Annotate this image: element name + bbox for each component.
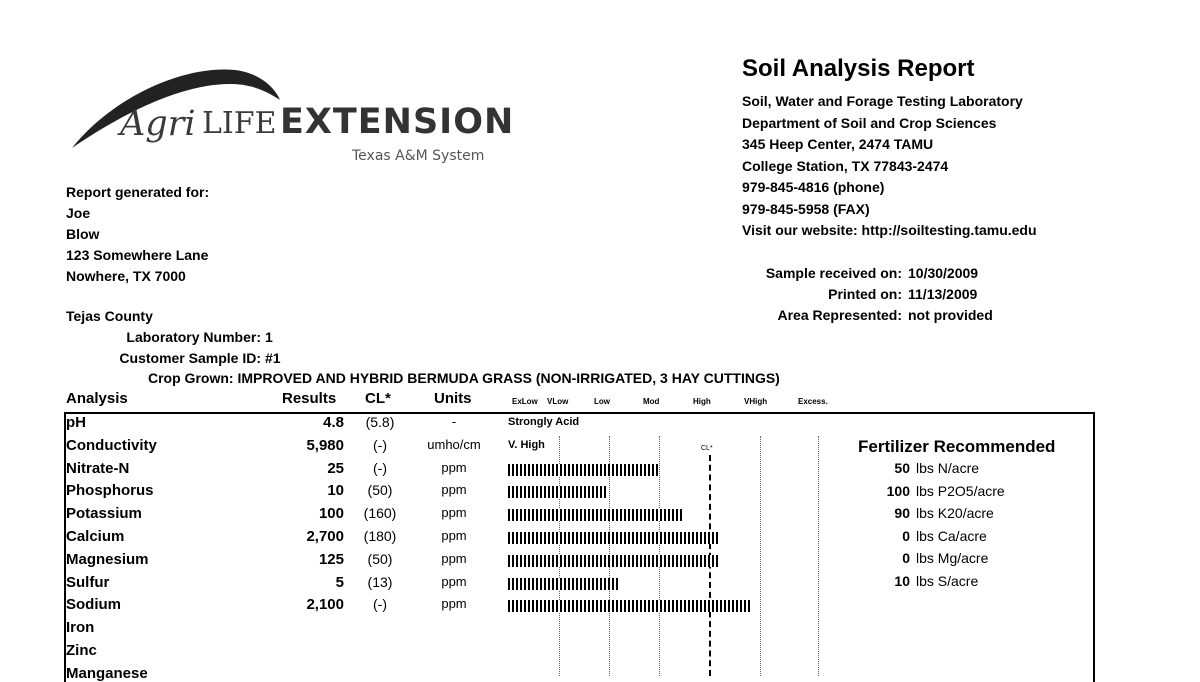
row-cl: (50)	[367, 550, 393, 567]
header-cl: CL*	[365, 390, 391, 407]
row-analysis-name: Potassium	[66, 505, 142, 523]
header-units: Units	[434, 390, 472, 407]
row-unit: ppm	[441, 505, 467, 521]
fertilizer-amount: 0	[902, 527, 910, 544]
row-cl: (5.8)	[365, 414, 395, 430]
row-analysis-name: Conductivity	[66, 436, 157, 454]
row-result: 100	[318, 505, 344, 523]
row-result: 2,700	[306, 528, 344, 545]
fertilizer-item	[850, 528, 987, 544]
row-cl: (-)	[373, 436, 387, 453]
logo-agri: Agri	[120, 104, 196, 144]
row-unit: umho/cm	[427, 436, 481, 452]
fertilizer-item	[850, 573, 978, 589]
printed-date: 11/13/2009	[908, 286, 978, 302]
received-date: 10/30/2009	[908, 265, 979, 281]
row-analysis-name: Sodium	[66, 596, 121, 614]
lab-line: 979-845-4816 (phone)	[742, 179, 885, 195]
scale-label: ExLow	[512, 397, 538, 406]
agrilife-logo	[70, 60, 530, 170]
lab-line: Soil, Water and Forage Testing Laboratory	[742, 93, 1023, 109]
row-analysis-name: Zinc	[66, 642, 97, 659]
crop-grown	[148, 370, 780, 386]
sample-id-label: Customer Sample ID:	[119, 350, 261, 366]
logo-system: Texas A&M System	[352, 148, 485, 164]
scale-label: Mod	[643, 397, 660, 406]
row-result: 4.8	[323, 414, 344, 431]
row-analysis-name: Magnesium	[66, 550, 149, 568]
grid-line	[818, 436, 819, 676]
grid-line	[760, 436, 761, 676]
row-level-bar	[508, 578, 620, 590]
fertilizer-unit: lbs Ca/acre	[916, 527, 987, 544]
scale-label: VHigh	[744, 397, 768, 406]
lab-number-label: Laboratory Number:	[126, 329, 261, 345]
fertilizer-amount: 90	[894, 505, 910, 522]
row-result: 2,100	[306, 596, 344, 614]
row-cl: (13)	[367, 573, 393, 590]
header-results: Results	[282, 390, 337, 407]
row-cl: (50)	[367, 482, 393, 499]
customer-line: 123 Somewhere Lane	[66, 247, 209, 263]
row-result: 125	[318, 550, 344, 568]
row-unit: -	[451, 414, 457, 429]
row-rating-text: Strongly Acid	[508, 416, 580, 428]
customer-heading: Report generated for:	[66, 184, 210, 200]
fertilizer-unit: lbs N/acre	[916, 460, 980, 476]
row-unit: ppm	[441, 459, 467, 475]
row-analysis-name: Iron	[66, 619, 95, 637]
row-cl: (-)	[373, 596, 387, 613]
dates-block	[742, 263, 993, 326]
row-cl: (-)	[373, 459, 387, 476]
row-level-bar	[508, 464, 659, 476]
row-analysis-name: Nitrate-N	[66, 459, 130, 477]
row-cl: (180)	[363, 528, 397, 544]
area-value: not provided	[908, 307, 993, 323]
header-analysis: Analysis	[66, 390, 128, 407]
row-result: 5,980	[306, 436, 344, 454]
row-level-bar	[508, 486, 608, 498]
fertilizer-amount: 10	[894, 573, 910, 589]
row-unit: ppm	[441, 550, 467, 566]
customer-line: Blow	[66, 226, 100, 242]
fertilizer-unit: lbs S/acre	[916, 573, 979, 589]
row-unit: ppm	[441, 596, 467, 612]
row-analysis-name: Manganese	[66, 664, 148, 682]
county: Tejas County	[66, 308, 153, 324]
scale-label: High	[693, 397, 711, 406]
row-result: 5	[335, 573, 344, 591]
lab-line: College Station, TX 77843-2474	[742, 157, 949, 174]
lab-address	[742, 91, 1037, 242]
row-level-bar	[508, 509, 684, 521]
row-cl: (160)	[363, 505, 397, 522]
received-label: Sample received on:	[765, 265, 902, 281]
row-level-bar	[508, 532, 718, 544]
row-unit: ppm	[441, 573, 467, 589]
sample-id: #1	[265, 350, 281, 366]
lab-line: 979-845-5958 (FAX)	[742, 200, 870, 217]
row-analysis-name: Calcium	[66, 528, 125, 545]
fertilizer-amount: 100	[886, 482, 910, 499]
scale-label: VLow	[547, 397, 569, 406]
row-level-bar	[508, 555, 718, 567]
fertilizer-amount: 50	[894, 460, 910, 476]
row-unit: ppm	[441, 528, 467, 543]
lab-number: 1	[265, 329, 273, 345]
area-label: Area Represented:	[777, 307, 902, 323]
row-analysis-name: Sulfur	[66, 573, 110, 591]
row-unit: ppm	[441, 482, 467, 498]
lab-line: 345 Heep Center, 2474 TAMU	[742, 136, 934, 152]
scale-label: Excess.	[798, 397, 828, 406]
row-result: 25	[327, 459, 344, 477]
fertilizer-amount: 0	[902, 550, 910, 567]
row-analysis-name: pH	[66, 414, 86, 431]
report-title: Soil Analysis Report	[742, 55, 975, 82]
fertilizer-item	[850, 550, 988, 566]
logo-life: LIFE	[202, 106, 277, 141]
fertilizer-title: Fertilizer Recommended	[858, 437, 1056, 456]
fertilizer-unit: lbs P2O5/acre	[916, 482, 1005, 499]
customer-line: Joe	[66, 205, 91, 221]
customer-line: Nowhere, TX 7000	[66, 268, 186, 284]
lab-website: Visit our website: http://soiltesting.tamu.edu	[742, 222, 1037, 238]
fertilizer-item	[850, 483, 1005, 499]
row-level-bar	[508, 600, 752, 612]
row-result: 10	[327, 482, 344, 500]
customer-block	[66, 182, 209, 287]
printed-label: Printed on:	[828, 286, 902, 302]
fertilizer-unit: lbs Mg/acre	[916, 550, 989, 567]
crop-value: IMPROVED AND HYBRID BERMUDA GRASS (NON-IRRIGATED, 3 HAY CUTTINGS)	[237, 370, 780, 386]
fertilizer-item	[850, 505, 994, 521]
fertilizer-unit: lbs K20/acre	[916, 505, 994, 522]
row-rating-text: V. High	[508, 438, 545, 451]
cl-marker: CL*	[701, 445, 713, 452]
scale-label: Low	[594, 397, 610, 406]
logo-extension: EXTENSION	[280, 102, 515, 142]
fertilizer-item	[850, 460, 979, 476]
crop-label: Crop Grown:	[148, 370, 234, 386]
row-analysis-name: Phosphorus	[66, 482, 154, 500]
sample-ids	[66, 306, 281, 369]
lab-line: Department of Soil and Crop Sciences	[742, 114, 997, 131]
